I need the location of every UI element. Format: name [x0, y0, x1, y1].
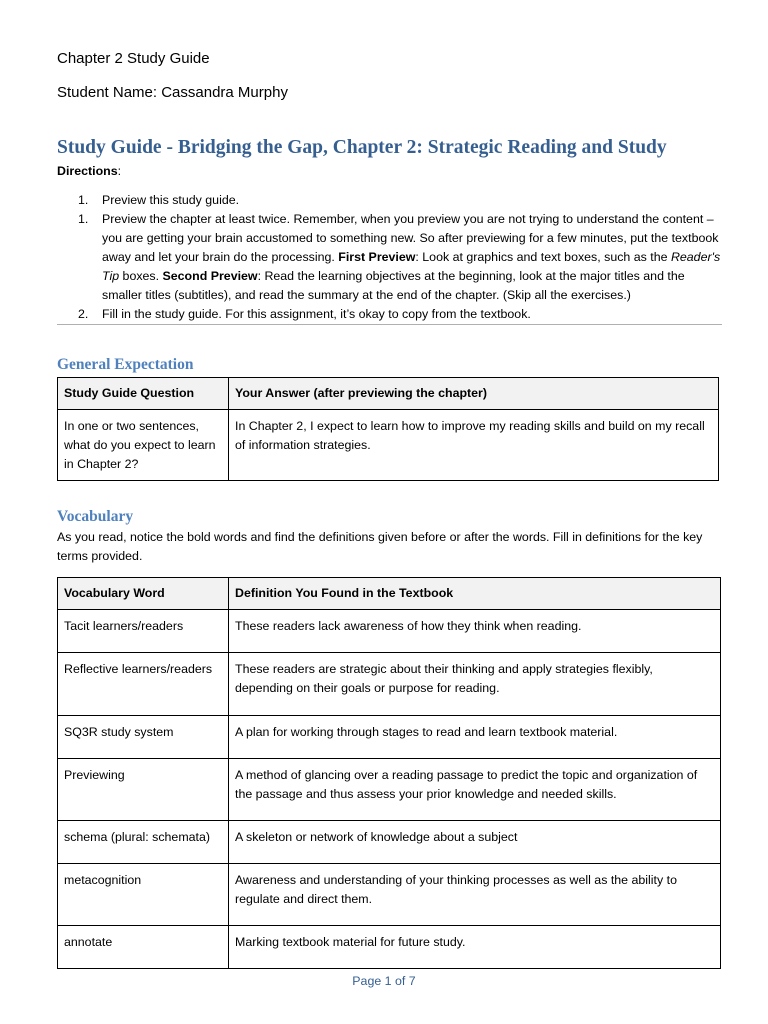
vocab-word: Reflective learners/readers — [58, 653, 229, 716]
table-header-row — [58, 378, 719, 410]
list-text: Preview the chapter at least twice. Remember, when you preview you are not trying to understand the content – you are getting your brain accustomed to something new. So after previewing for a few minutes, put the textbook away and let your brain do the processing. First Preview: Look at graphics and text boxes, such as the Reader's Tip boxes. Second Preview: Read the learning objectives at the beginning, look at the major titles and the smaller titles (subtitles), and read the summary at the end of the chapter. (Skip all the exercises.) — [102, 212, 721, 302]
vocabulary-heading: Vocabulary — [57, 508, 134, 525]
vocab-definition: These readers are strategic about their thinking and apply strategies flexibly, depending on their goals or purpose for reading. — [229, 653, 721, 716]
expectation-table — [57, 377, 719, 481]
list-number: 1. — [78, 193, 89, 207]
table-row — [58, 821, 721, 864]
document-title: Chapter 2 Study Guide — [57, 50, 210, 67]
vocab-definition: A method of glancing over a reading passage to predict the topic and organization of the passage and thus assess your prior knowledge and needed skills. — [229, 759, 721, 821]
directions-list — [57, 191, 723, 324]
student-name: Student Name: Cassandra Murphy — [57, 84, 288, 101]
table-row — [58, 610, 721, 653]
list-item — [57, 210, 723, 305]
table-row — [58, 926, 721, 969]
vocab-word: Previewing — [58, 759, 229, 821]
vocab-word: annotate — [58, 926, 229, 969]
list-item — [57, 191, 723, 210]
table-row — [58, 410, 719, 481]
vocab-definition: Awareness and understanding of your thinking processes as well as the ability to regulate and direct them. — [229, 864, 721, 926]
table-row — [58, 759, 721, 821]
vocab-word: schema (plural: schemata) — [58, 821, 229, 864]
list-item — [57, 305, 723, 324]
list-text: Preview this study guide. — [102, 193, 240, 207]
page-number: Page 1 of 7 — [352, 974, 416, 988]
vocab-definition: A plan for working through stages to read and learn textbook material. — [229, 716, 721, 759]
column-header: Vocabulary Word — [58, 578, 229, 610]
table-row — [58, 653, 721, 716]
question-cell: In one or two sentences, what do you expect to learn in Chapter 2? — [58, 410, 229, 481]
list-number: 2. — [78, 307, 89, 321]
divider — [57, 324, 722, 325]
answer-cell: In Chapter 2, I expect to learn how to improve my reading skills and build on my recall of information strategies. — [229, 410, 719, 481]
vocabulary-table — [57, 577, 721, 969]
vocab-word: SQ3R study system — [58, 716, 229, 759]
column-header: Your Answer (after previewing the chapter) — [229, 378, 719, 410]
list-text: Fill in the study guide. For this assignment, it’s okay to copy from the textbook. — [102, 307, 531, 321]
column-header: Study Guide Question — [58, 378, 229, 410]
table-row — [58, 716, 721, 759]
vocab-definition: These readers lack awareness of how they think when reading. — [229, 610, 721, 653]
vocab-definition: Marking textbook material for future study. — [229, 926, 721, 969]
column-header: Definition You Found in the Textbook — [229, 578, 721, 610]
table-row — [58, 864, 721, 926]
table-header-row — [58, 578, 721, 610]
study-guide-heading: Study Guide - Bridging the Gap, Chapter 2: Strategic Reading and Study — [57, 137, 667, 158]
list-number: 1. — [78, 212, 89, 226]
vocab-definition: A skeleton or network of knowledge about a subject — [229, 821, 721, 864]
general-expectation-heading: General Expectation — [57, 356, 194, 373]
directions-label: Directions: — [57, 164, 122, 178]
vocab-word: Tacit learners/readers — [58, 610, 229, 653]
vocab-word: metacognition — [58, 864, 229, 926]
vocabulary-instructions: As you read, notice the bold words and find the definitions given before or after the words. Fill in definitions for the key terms provided. — [57, 530, 703, 563]
